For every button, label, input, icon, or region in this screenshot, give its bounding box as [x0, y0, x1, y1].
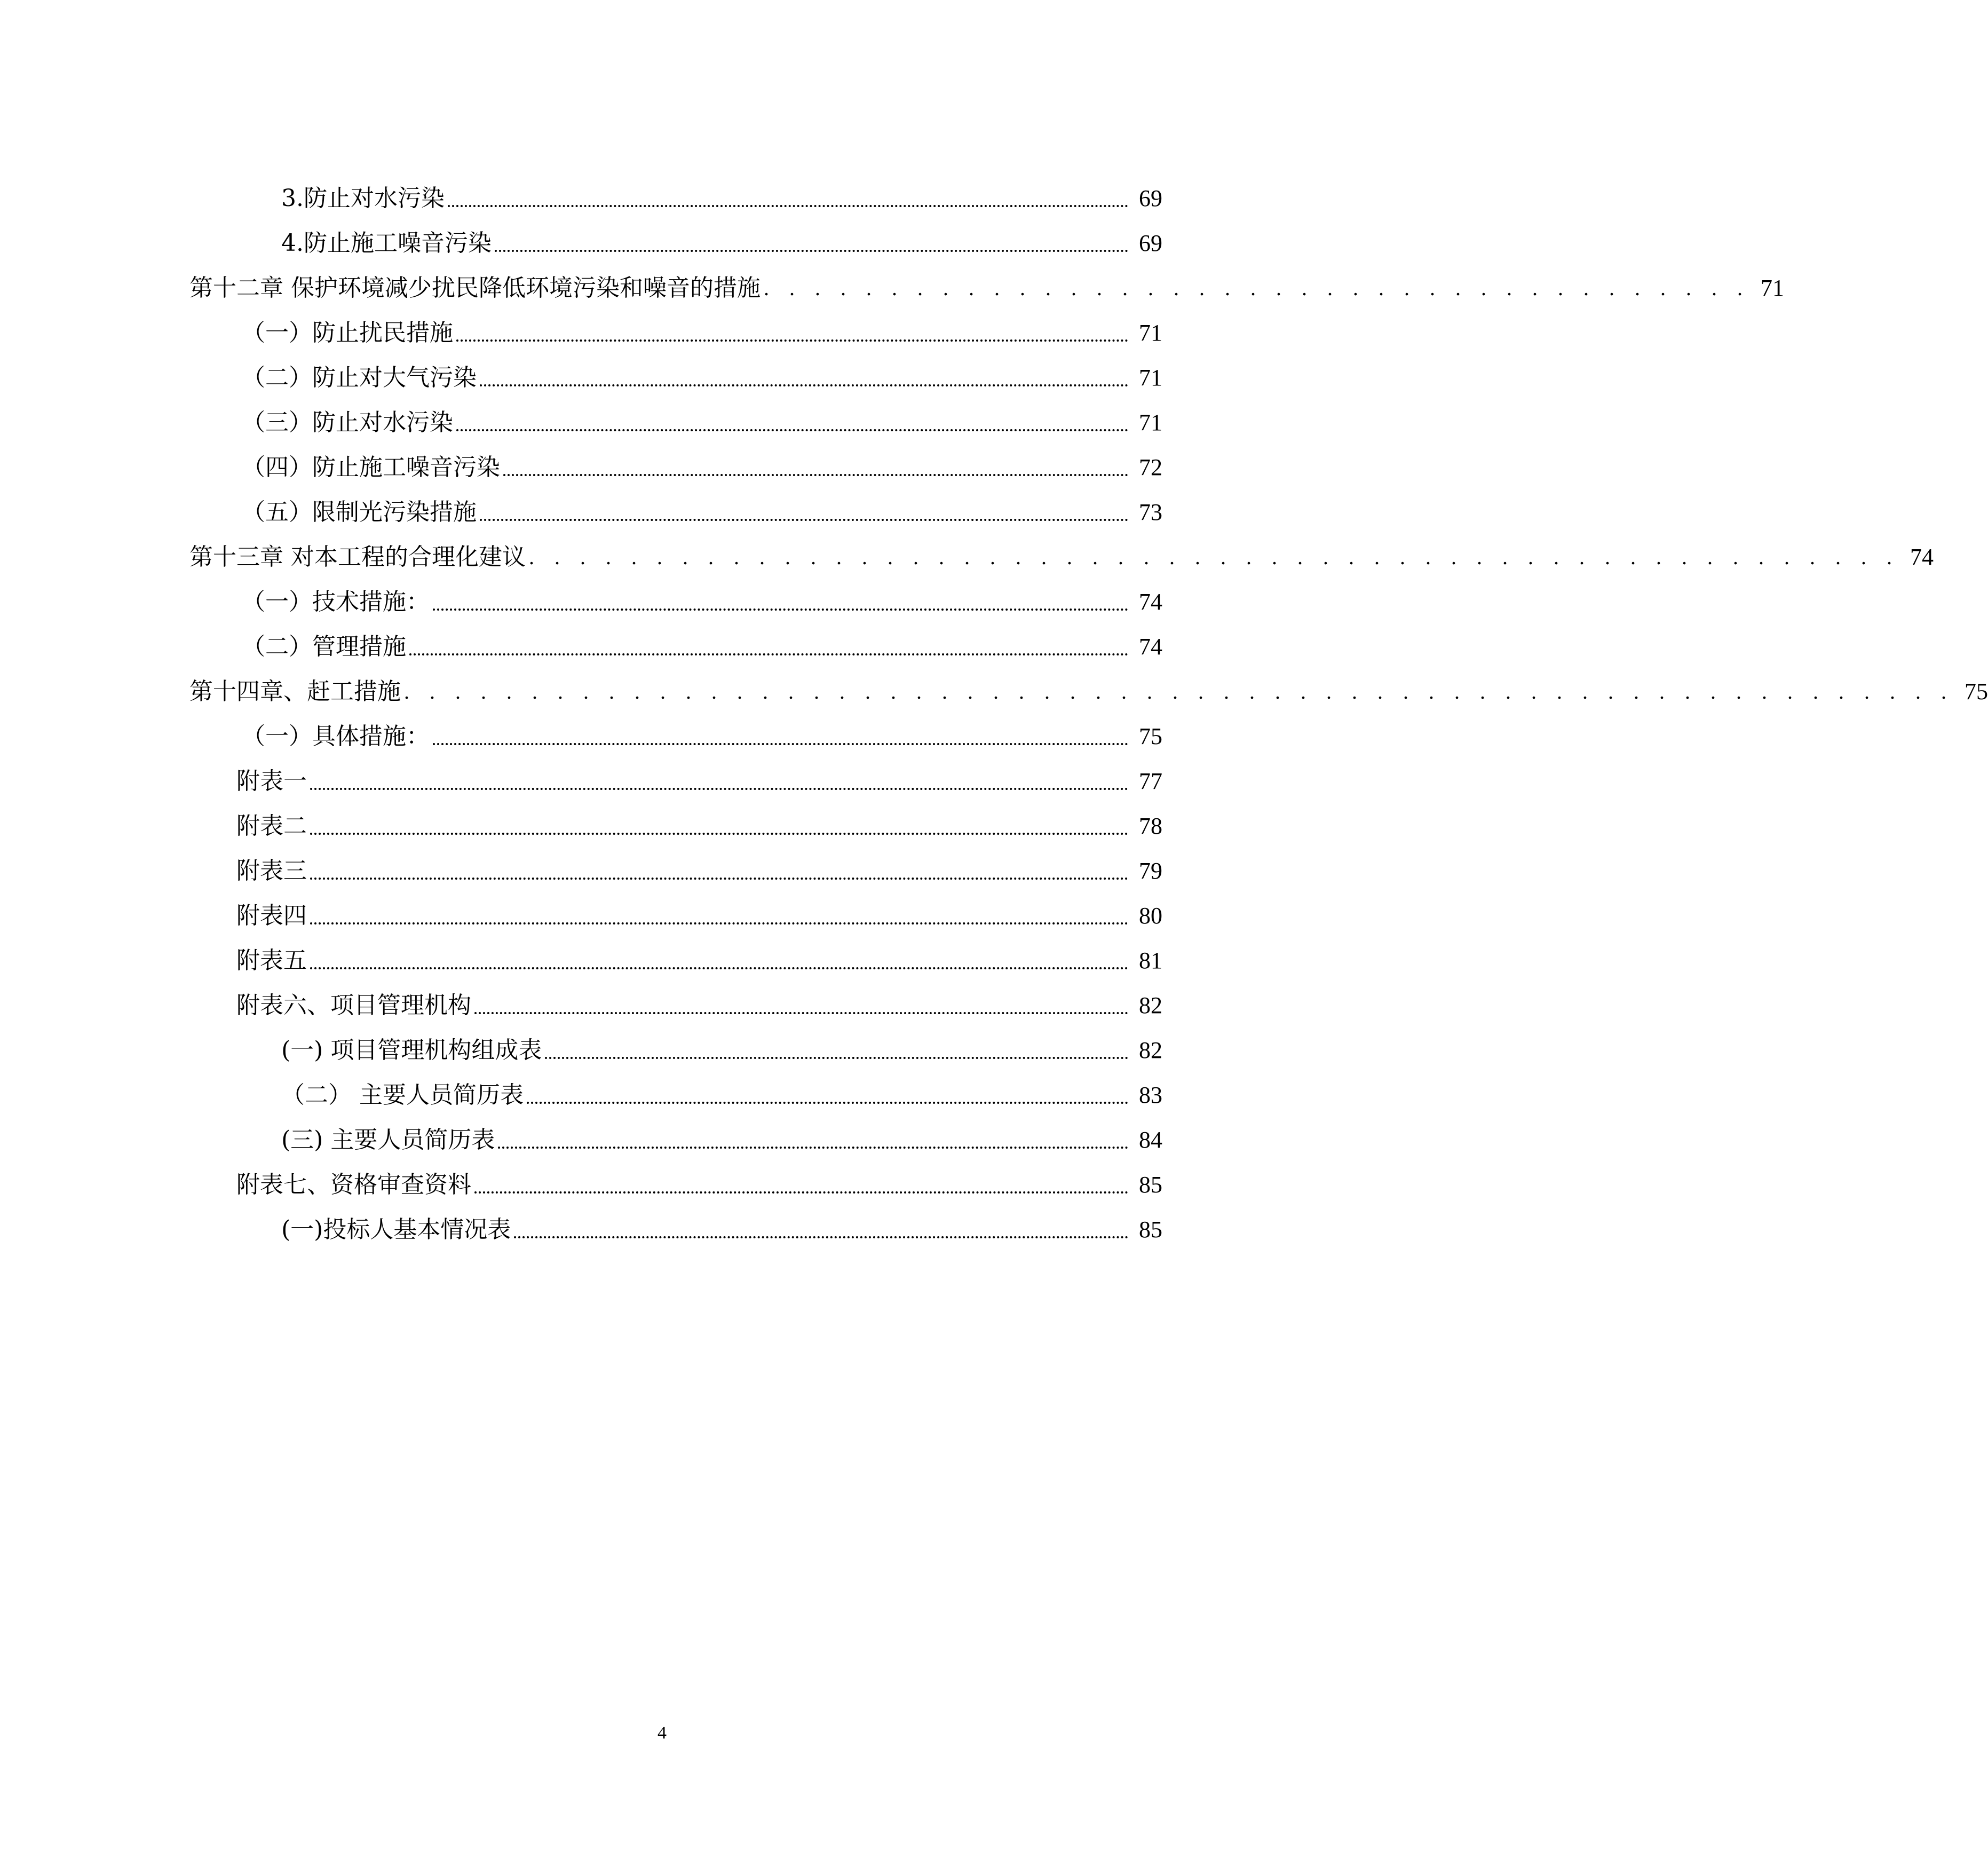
toc-entry[interactable] — [281, 1073, 1162, 1118]
toc-entry-page: 71 — [1139, 409, 1162, 436]
toc-entry-page: 71 — [1139, 320, 1162, 346]
toc-entry-label: 附表七、资格审查资料 — [236, 1171, 471, 1198]
toc-entry-page: 74 — [1139, 634, 1162, 660]
toc-entry-label: 第十二章 保护环境减少扰民降低环境污染和噪音的措施 — [189, 274, 761, 302]
toc-entry-label: 附表五 — [236, 947, 307, 974]
toc-entry-page: 82 — [1139, 992, 1162, 1018]
toc-entry[interactable] — [242, 355, 1162, 400]
toc-entry[interactable] — [236, 849, 1162, 894]
toc-entry-page: 72 — [1139, 454, 1162, 480]
toc-entry[interactable] — [236, 938, 1162, 983]
toc-entry-page: 85 — [1139, 1172, 1162, 1198]
toc-entry-page: 82 — [1139, 1037, 1162, 1063]
toc-dot-leader — [545, 1039, 1128, 1062]
toc-entry-label: （三）防止对水污染 — [242, 409, 453, 436]
toc-entry-page: 85 — [1139, 1216, 1162, 1243]
toc-dot-leader — [503, 456, 1128, 479]
toc-entry-label: 附表三 — [236, 857, 307, 884]
toc-entry-label: （一）具体措施： — [242, 723, 430, 750]
toc-entry-label: （一）防止扰民措施 — [242, 319, 453, 346]
toc-dot-leader — [310, 770, 1128, 793]
toc-entry-label: (一) 项目管理机构组成表 — [281, 1037, 542, 1064]
toc-dot-leader — [310, 815, 1128, 838]
toc-entry-label: 4.防止施工噪音污染 — [281, 230, 492, 257]
toc-dot-leader — [527, 1084, 1128, 1107]
toc-entry-label: 附表二 — [236, 812, 307, 840]
toc-entry-page: 73 — [1139, 499, 1162, 525]
toc-entry-page: 75 — [1139, 723, 1162, 749]
toc-entry-label: 附表六、项目管理机构 — [236, 992, 471, 1019]
toc-entry[interactable] — [242, 445, 1162, 490]
toc-entry-label: 附表一 — [236, 768, 307, 795]
toc-entry[interactable] — [281, 1118, 1162, 1163]
toc-entry[interactable] — [281, 1207, 1162, 1252]
toc-entry-label: （二）防止对大气污染 — [242, 364, 477, 391]
toc-dot-leader — [409, 635, 1128, 659]
toc-dot-leader — [480, 501, 1128, 524]
toc-entry-label: （四）防止施工噪音污染 — [242, 454, 500, 481]
toc-entry[interactable] — [242, 580, 1162, 625]
toc-entry[interactable] — [236, 894, 1162, 938]
toc-dot-leader — [310, 949, 1128, 973]
toc-spaced-leader: . . . . . . . . . . . . . . . . . . . . . . . . . . . . . . . . . . . . . . . — [763, 276, 1750, 300]
toc-dot-leader — [480, 366, 1128, 390]
toc-entry-label: (一)投标人基本情况表 — [281, 1216, 511, 1243]
toc-entry-page: 84 — [1139, 1127, 1162, 1153]
toc-entry-page: 81 — [1139, 947, 1162, 974]
toc-entry-page: 77 — [1139, 768, 1162, 794]
toc-entry[interactable] — [236, 1163, 1162, 1207]
toc-dot-leader — [498, 1128, 1128, 1152]
toc-entry-page: 69 — [1139, 230, 1162, 256]
toc-entry[interactable] — [242, 311, 1162, 355]
toc-dot-leader — [456, 411, 1128, 434]
toc-dot-leader — [433, 725, 1128, 748]
toc-entry-page: 71 — [1139, 365, 1162, 391]
toc-entry-label: 附表四 — [236, 902, 307, 929]
toc-entry-label: (三) 主要人员简历表 — [281, 1126, 495, 1153]
toc-dot-leader — [514, 1218, 1128, 1242]
toc-dot-leader — [474, 1173, 1128, 1197]
toc-entry-label: （二）管理措施 — [242, 633, 406, 660]
toc-entry-label: （一）技术措施： — [242, 588, 430, 615]
toc-entry[interactable] — [242, 400, 1162, 445]
toc-entry-page: 69 — [1139, 185, 1162, 211]
toc-entry[interactable] — [281, 221, 1162, 266]
toc-entry-page: 74 — [1139, 589, 1162, 615]
toc-entry-label: 3.防止对水污染 — [281, 185, 445, 212]
toc-entry[interactable] — [236, 759, 1162, 804]
toc-entry-page: 74 — [1910, 544, 1934, 570]
toc-entry[interactable] — [236, 983, 1162, 1028]
toc-entry-page: 83 — [1139, 1082, 1162, 1108]
toc-entry-label: 第十三章 对本工程的合理化建议 — [189, 543, 526, 571]
toc-dot-leader — [448, 187, 1128, 210]
toc-entry-page: 80 — [1139, 903, 1162, 929]
toc-dot-leader — [495, 232, 1128, 255]
toc-entry[interactable] — [281, 1028, 1162, 1073]
toc-entry-label: （二） 主要人员简历表 — [281, 1081, 524, 1109]
toc-entry[interactable] — [236, 804, 1162, 849]
page-number: 4 — [658, 1723, 667, 1743]
toc-dot-leader — [310, 904, 1128, 928]
toc-entry-page: 75 — [1965, 678, 1988, 705]
toc-dot-leader — [310, 859, 1128, 883]
toc-entry-chapter[interactable] — [189, 535, 1934, 580]
toc-entry[interactable] — [281, 176, 1162, 221]
toc-dot-leader — [456, 321, 1128, 345]
toc-spaced-leader: . . . . . . . . . . . . . . . . . . . . . . . . . . . . . . . . . . . . . . . . . . . . . . . . . . . . . . . . . . . . . — [404, 679, 1954, 704]
toc-entry-label: （五）限制光污染措施 — [242, 499, 477, 526]
toc-dot-leader — [433, 590, 1128, 614]
toc-entry-label: 第十四章、赶工措施 — [189, 678, 401, 705]
toc-entry-page: 71 — [1760, 275, 1784, 301]
toc-entry-chapter[interactable] — [189, 266, 1784, 311]
toc-entry[interactable] — [242, 625, 1162, 669]
toc-entry[interactable] — [242, 714, 1162, 759]
toc-entry-page: 79 — [1139, 858, 1162, 884]
toc-spaced-leader: . . . . . . . . . . . . . . . . . . . . . . . . . . . . . . . . . . . . . . . . . . . . . . . . . . . . . . — [529, 545, 1899, 569]
toc-dot-leader — [474, 994, 1128, 1017]
toc-entry-chapter[interactable] — [189, 669, 1988, 714]
toc-entry[interactable] — [242, 490, 1162, 535]
toc-entry-page: 78 — [1139, 813, 1162, 839]
